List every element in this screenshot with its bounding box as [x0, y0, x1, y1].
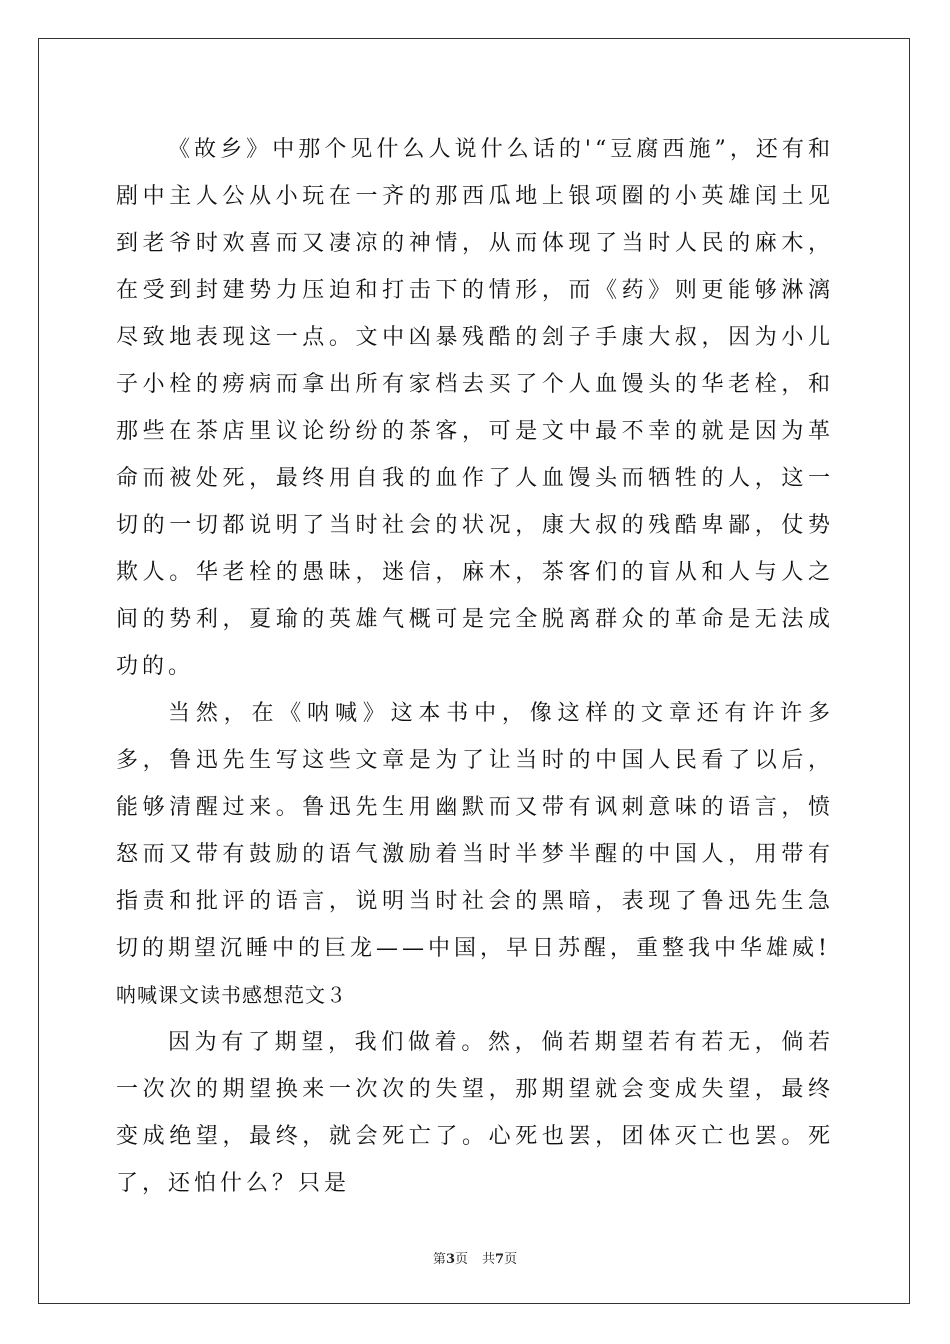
page-prefix: 第 — [432, 1252, 446, 1267]
paragraph-1: 《故乡》中那个见什么人说什么话的'“豆腐西施”，还有和剧中主人公从小玩在一齐的那西瓜地上银项圈的小英雄闰土见到老爷时欢喜而又凄凉的神情，从而体现了当时人民的麻木，在受到封建势力压迫和打击下的情形，而《药》则更能够淋漓尽致地表现这一点。文中凶暴残酷的刽子手康大叔，因为小儿子小栓的痨病而拿出所有家档去买了个人血馒头的华老栓，和那些在茶店里议论纷纷的茶客，可是文中最不幸的就是因为革命而被处死，最终用自我的血作了人血馒头而牺牲的人，这一切的一切都说明了当时社会的状况，康大叔的残酷卑鄙，仗势欺人。华老栓的愚昧，迷信，麻木，茶客们的盲从和人与人之间的势利，夏瑜的英雄气概可是完全脱离群众的革命是无法成功的。 — [116, 137, 834, 679]
total-page-count: 7 — [495, 1252, 505, 1267]
total-prefix: 共 — [482, 1252, 496, 1267]
section-title: 呐喊课文读书感想范文３ — [116, 983, 347, 1007]
current-page-number: 3 — [445, 1252, 455, 1267]
document-body — [116, 126, 834, 1207]
page-suffix: 页 — [454, 1252, 468, 1267]
total-suffix: 页 — [504, 1252, 518, 1267]
page-footer — [0, 1248, 950, 1267]
paragraph-3: 因为有了期望，我们做着。然，倘若期望若有若无，倘若一次次的期望换来一次次的失望，那期望就会变成失望，最终变成绝望，最终，就会死亡了。心死也罢，团体灭亡也罢。死了，还怕什么？只是 — [116, 1030, 834, 1196]
paragraph-2: 当然，在《呐喊》这本书中，像这样的文章还有许许多多，鲁迅先生写这些文章是为了让当时的中国人民看了以后，能够清醒过来。鲁迅先生用幽默而又带有讽刺意味的语言，愤怒而又带有鼓励的语气激励着当时半梦半醒的中国人，用带有指责和批评的语言，说明当时社会的黑暗，表现了鲁迅先生急切的期望沉睡中的巨龙——中国，早日苏醒，重整我中华雄威! — [116, 701, 834, 961]
